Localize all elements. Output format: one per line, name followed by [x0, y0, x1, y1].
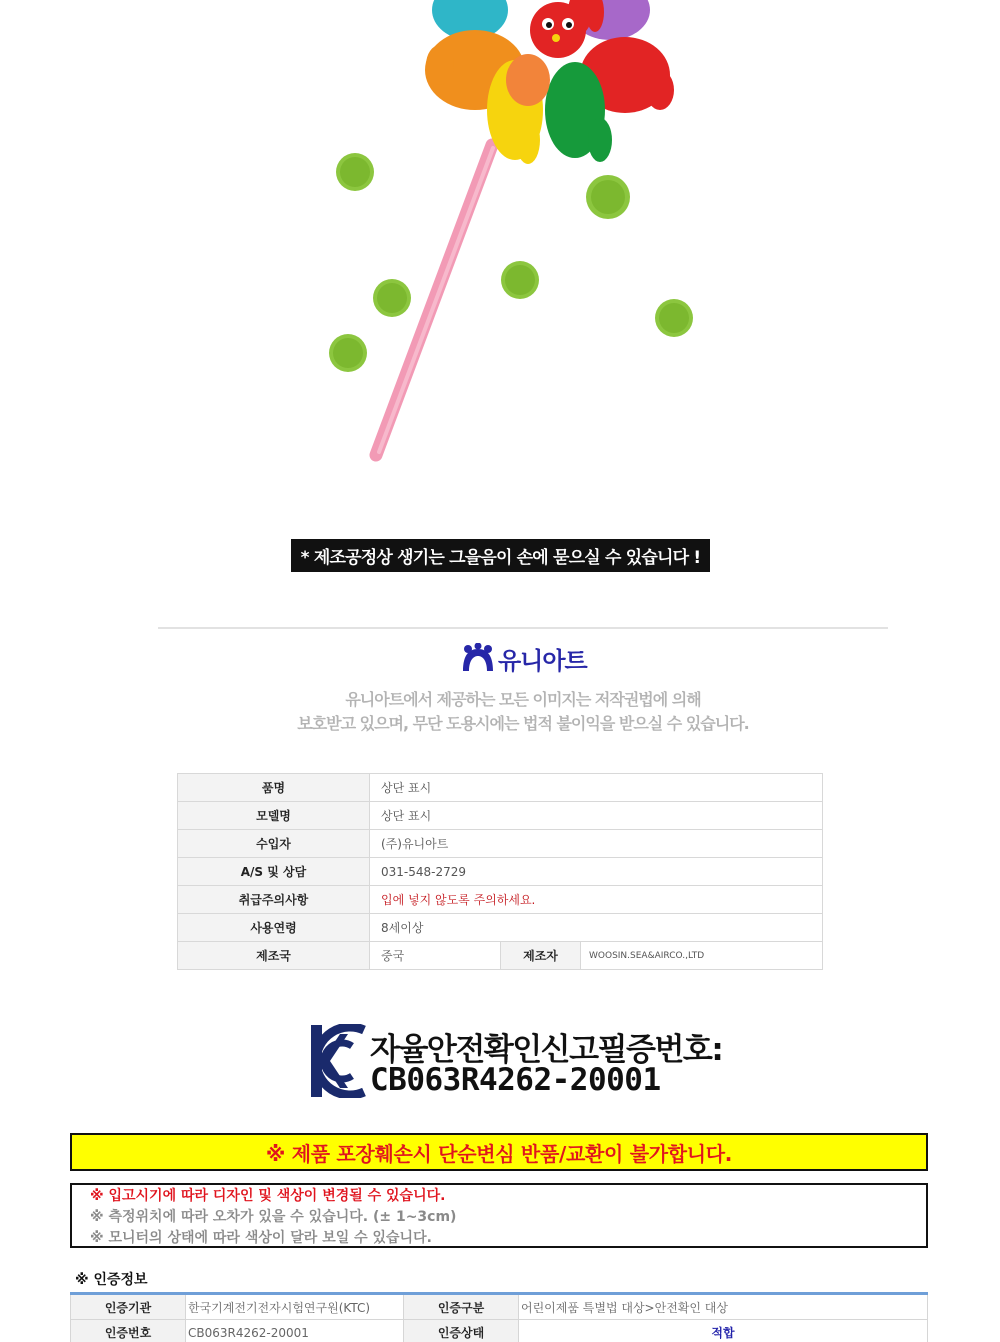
decorative-flowers: [329, 153, 693, 372]
brand-name: 유니아트: [498, 646, 587, 675]
spec-row: [178, 774, 823, 802]
spec-row: [178, 830, 823, 858]
spec-row: [178, 802, 823, 830]
spec-label: 모델명: [178, 802, 370, 830]
soot-notice-banner: [291, 539, 710, 572]
copyright-notice: [200, 688, 846, 736]
kc-label: 자율안전확인신고필증번호:: [370, 1032, 723, 1068]
return-warning-text: ※ 제품 포장훼손시 단순변심 반품/교환이 불가합니다.: [265, 1141, 733, 1166]
cert-number-value: CB063R4262-20001: [186, 1320, 404, 1342]
cert-number-label: 인증번호: [71, 1320, 186, 1342]
copyright-line-2: 보호받고 있으며, 무단 도용시에는 법적 불이익을 받으실 수 있습니다.: [297, 714, 749, 733]
uniart-logo-icon: [461, 643, 495, 673]
spec-value: 상단 표시: [370, 802, 823, 830]
soot-notice-text: * 제조공정상 생기는 그을음이 손에 묻으실 수 있습니다 !: [300, 548, 701, 568]
spec-origin-label: 제조국: [178, 942, 370, 970]
cert-category-label: 인증구분: [404, 1294, 519, 1320]
spec-value: 8세이상: [370, 914, 823, 942]
cert-status-label: 인증상태: [404, 1320, 519, 1342]
kc-number: CB063R4262-20001: [370, 1062, 661, 1098]
spec-row: [178, 858, 823, 886]
spec-value: 031-548-2729: [370, 858, 823, 886]
cert-info-table: [70, 1292, 928, 1342]
spec-caution-value: 입에 넣지 않도록 주의하세요.: [370, 886, 823, 914]
spec-label: 품명: [178, 774, 370, 802]
product-notes-box: [70, 1183, 928, 1248]
cert-row: [71, 1320, 928, 1342]
product-image: [0, 0, 1000, 500]
spec-label: 취급주의사항: [178, 886, 370, 914]
spec-origin-value: 중국: [370, 942, 501, 970]
spec-value: 상단 표시: [370, 774, 823, 802]
brand-logo: [461, 641, 587, 675]
kc-certification-mark-icon: [310, 1024, 366, 1098]
spec-maker-value: WOOSIN.SEA&AIRCO.,LTD: [581, 942, 823, 970]
copyright-line-1: 유니아트에서 제공하는 모든 이미지는 저작권법에 의해: [345, 690, 701, 709]
spec-label: A/S 및 상담: [178, 858, 370, 886]
cert-agency-value: 한국기계전기전자시험연구원(KTC): [186, 1294, 404, 1320]
note-line-design: ※ 입고시기에 따라 디자인 및 색상이 변경될 수 있습니다.: [90, 1188, 446, 1204]
spec-maker-label: 제조자: [501, 942, 581, 970]
spec-label: 수입자: [178, 830, 370, 858]
cert-row: [71, 1294, 928, 1320]
spec-row: [178, 886, 823, 914]
note-line-monitor: ※ 모니터의 상태에 따라 색상이 달라 보일 수 있습니다.: [90, 1230, 432, 1246]
cert-category-value: 어린이제품 특별법 대상>안전확인 대상: [519, 1294, 928, 1320]
section-divider: [158, 627, 888, 629]
spec-label: 사용연령: [178, 914, 370, 942]
product-spec-table: [177, 773, 823, 970]
cert-agency-label: 인증기관: [71, 1294, 186, 1320]
cert-status-value: 적합: [519, 1320, 928, 1342]
kc-certification-block: [310, 1024, 723, 1100]
spec-value: (주)유니아트: [370, 830, 823, 858]
note-line-measurement: ※ 측정위치에 따라 오차가 있을 수 있습니다. (± 1~3cm): [90, 1209, 457, 1225]
cert-section-title: ※ 인증정보: [75, 1272, 148, 1288]
return-warning-banner: [70, 1133, 928, 1171]
spec-row: [178, 914, 823, 942]
spec-row: [178, 942, 823, 970]
